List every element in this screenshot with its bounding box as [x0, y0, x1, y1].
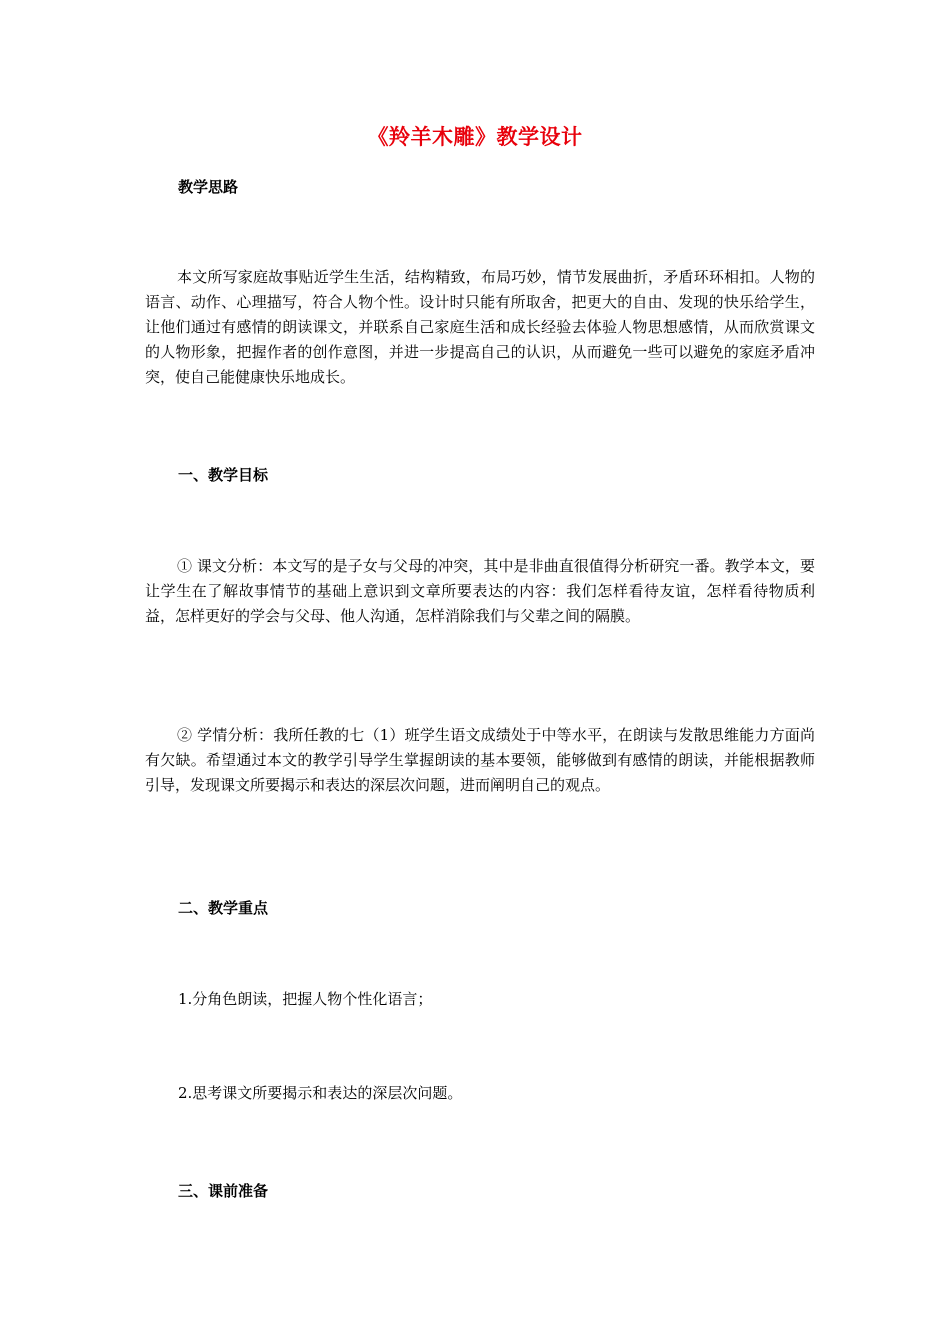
text-analysis-paragraph: ① 课文分析：本文写的是子女与父母的冲突，其中是非曲直很值得分析研究一番。教学本文，要让学生在了解故事情节的基础上意识到文章所要表达的内容：我们怎样看待友谊，怎样看待物质利益，怎样更好的学会与父母、他人沟通，怎样消除我们与父辈之间的隔膜。	[145, 557, 815, 625]
teaching-goals-heading: 一、教学目标	[178, 466, 269, 484]
teaching-focus-heading: 二、教学重点	[178, 899, 269, 917]
focus-item-2: 2.思考课文所要揭示和表达的深层次问题。	[178, 1084, 463, 1102]
focus-item-1: 1.分角色朗读，把握人物个性化语言；	[178, 990, 433, 1008]
document-title: 《羚羊木雕》教学设计	[367, 124, 583, 149]
learner-analysis-paragraph: ② 学情分析：我所任教的七（1）班学生语文成绩处于中等水平，在朗读与发散思维能力方面尚有欠缺。希望通过本文的教学引导学生掌握朗读的基本要领，能够做到有感情的朗读，并能根据教师引导，发现课文所要揭示和表达的深层次问题，进而阐明自己的观点。	[145, 726, 815, 794]
class-preparation-heading: 三、课前准备	[178, 1182, 269, 1200]
teaching-approach-heading: 教学思路	[178, 178, 239, 196]
teaching-approach-paragraph: 本文所写家庭故事贴近学生生活，结构精致，布局巧妙，情节发展曲折，矛盾环环相扣。人物的语言、动作、心理描写，符合人物个性。设计时只能有所取舍，把更大的自由、发现的快乐给学生，让他们通过有感情的朗读课文，并联系自己家庭生活和成长经验去体验人物思想感情，从而欣赏课文的人物形象，把握作者的创作意图，并进一步提高自己的认识，从而避免一些可以避免的家庭矛盾冲突，使自己能健康快乐地成长。	[145, 268, 815, 386]
